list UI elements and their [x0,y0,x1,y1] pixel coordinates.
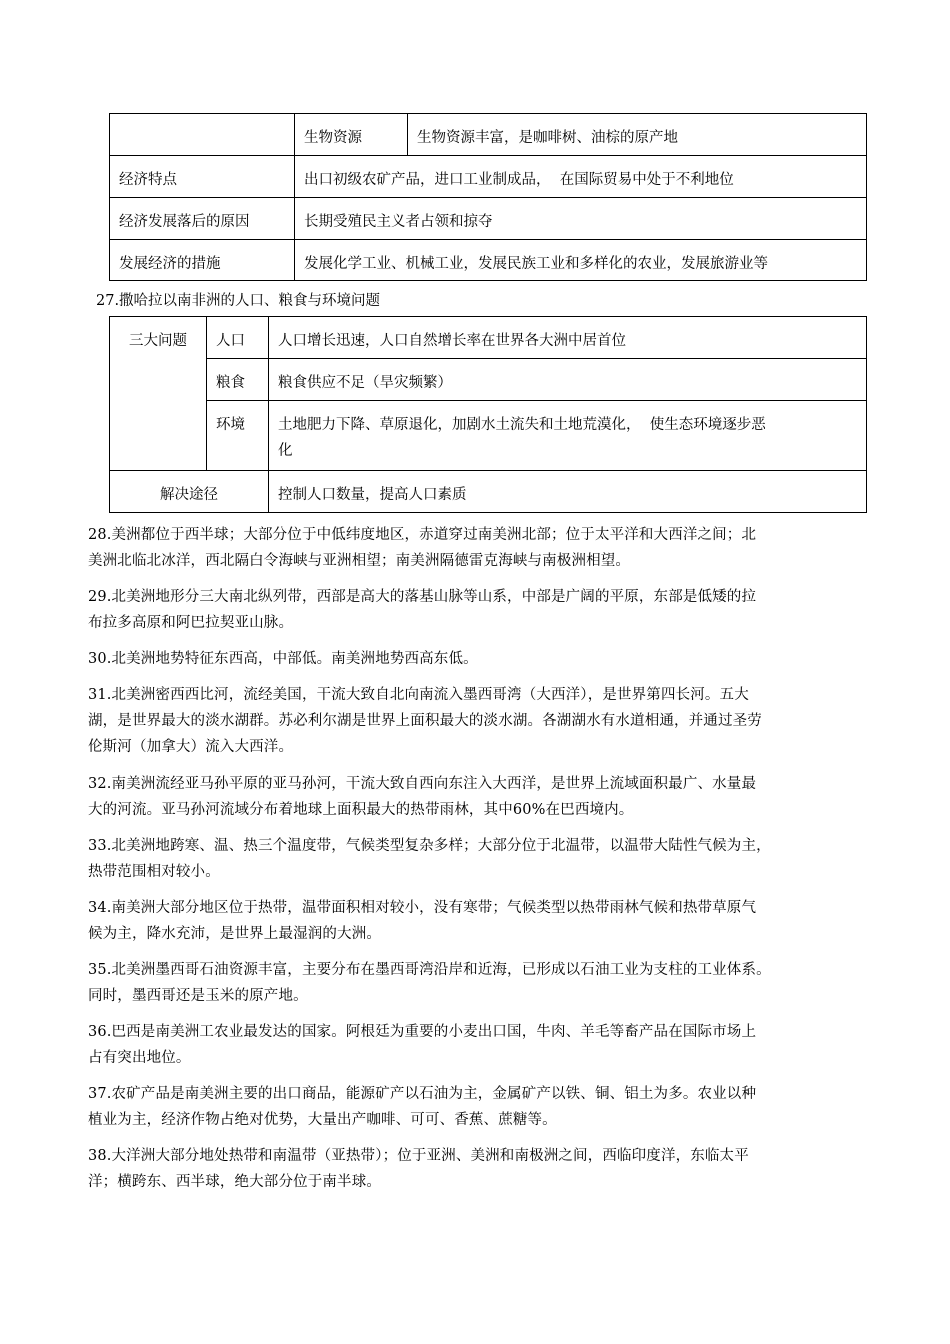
table-cell [269,317,867,359]
table-cell [295,114,408,156]
text-line: 大的河流。亚马孙河流域分布着地球上面积最大的热带雨林，其中60%在巴西境内。 [88,802,634,818]
text-line: 29.北美洲地形分三大南北纵列带，西部是高大的落基山脉等山系，中部是广阔的平原，东部是低矮的拉 [88,589,757,605]
table-cell [295,198,867,240]
row-value: 长期受殖民主义者占领和掠夺 [304,214,493,230]
table-row [110,471,867,513]
table-row [110,240,867,281]
paragraph-38 [88,1143,888,1195]
paragraph-33 [88,833,888,885]
row-value [269,401,866,464]
value-line: 土地肥力下降、草原退化，加剧水土流失和土地荒漠化， 使生态环境逐步恶 [278,417,766,433]
table-cell [269,401,867,471]
text-line: 湖，是世界最大的淡水湖群。苏必利尔湖是世界上面积最大的淡水湖。各湖湖水有水道相通，并通过圣劳 [88,713,762,729]
text-line: 36.巴西是南美洲工农业最发达的国家。阿根廷为重要的小麦出口国，牛肉、羊毛等畜产品在国际市场上 [88,1024,757,1040]
text-line: 洋；横跨东、西半球，绝大部分位于南半球。 [88,1174,381,1190]
text-line: 同时，墨西哥还是玉米的原产地。 [88,988,308,1004]
table-row [110,156,867,198]
text-line: 31.北美洲密西西比河，流经美国，干流大致自北向南流入墨西哥湾（大西洋），是世界第四长河。五大 [88,687,749,703]
paragraph-31 [88,682,888,760]
table-row [110,198,867,240]
table-cell [207,401,269,471]
text-line: 28.美洲都位于西半球；大部分位于中低纬度地区，赤道穿过南美洲北部；位于太平洋和大西洋之间；北 [88,527,757,543]
text-line: 38.大洋洲大部分地处热带和南温带（亚热带）；位于亚洲、美洲和南极洲之间，西临印度洋，东临太平 [88,1148,749,1164]
row-label: 人口 [216,333,245,349]
paragraph-30 [88,646,888,672]
table-cell [110,114,295,156]
text-line: 伦斯河（加拿大）流入大西洋。 [88,739,294,755]
paragraph-29 [88,584,888,636]
table-row [110,359,867,401]
row-label: 发展经济的措施 [119,256,221,272]
table-row [110,401,867,471]
table-cell [110,240,295,281]
text-line: 37.农矿产品是南美洲主要的出口商品，能源矿产以石油为主，金属矿产以铁、铜、铝土为多。农业以种 [88,1086,757,1102]
row-value: 控制人口数量，提高人口素质 [278,487,467,503]
row-value: 粮食供应不足（旱灾频繁） [278,375,452,391]
value-line: 化 [278,443,293,459]
table-cell [110,156,295,198]
paragraph-34 [88,895,888,947]
text-line: 30.北美洲地势特征东西高，中部低。南美洲地势西高东低。 [88,651,478,667]
row-label: 粮食 [216,375,245,391]
text-line: 35.北美洲墨西哥石油资源丰富，主要分布在墨西哥湾沿岸和近海，已形成以石油工业为支柱的工业体系。 [88,962,771,978]
table-cell [207,359,269,401]
table-row [110,317,867,359]
text-line: 占有突出地位。 [88,1050,191,1066]
table-cell [110,317,207,471]
text-line: 植业为主，经济作物占绝对优势，大量出产咖啡、可可、香蕉、蔗糖等。 [88,1112,557,1128]
text-line: 美洲北临北冰洋，西北隔白令海峡与亚洲相望；南美洲隔德雷克海峡与南极洲相望。 [88,553,631,569]
table-cell [110,471,269,513]
paragraph-28 [88,522,888,574]
row-value: 人口增长迅速，人口自然增长率在世界各大洲中居首位 [278,333,626,349]
row-label: 经济发展落后的原因 [119,214,250,230]
section-heading: 27.撒哈拉以南非洲的人口、粮食与环境问题 [96,293,381,309]
text-line: 候为主，降水充沛，是世界上最湿润的大洲。 [88,926,381,942]
table-cell [408,114,867,156]
paragraph-37 [88,1081,888,1133]
row-value: 发展化学工业、机械工业，发展民族工业和多样化的农业，发展旅游业等 [304,256,768,272]
row-label: 环境 [216,417,245,433]
paragraph-35 [88,957,888,1009]
group-label: 三大问题 [129,333,187,349]
table-cell [295,156,867,198]
text-line: 布拉多高原和阿巴拉契亚山脉。 [88,615,294,631]
text-line: 33.北美洲地跨寒、温、热三个温度带，气候类型复杂多样；大部分位于北温带，以温带大陆性气候为主， [88,838,771,854]
table-row [110,114,867,156]
row-label: 经济特点 [119,172,177,188]
table-cell [269,359,867,401]
paragraph-36 [88,1019,888,1071]
text-line: 32.南美洲流经亚马孙平原的亚马孙河，干流大致自西向东注入大西洋，是世界上流域面积最广、水量最 [88,776,757,792]
table-cell [269,471,867,513]
sub-saharan-problems-table [109,316,867,513]
text-line: 热带范围相对较小。 [88,864,220,880]
africa-economy-table [109,113,867,281]
table-cell [110,198,295,240]
table-cell [207,317,269,359]
row-value: 生物资源丰富，是咖啡树、油棕的原产地 [417,130,678,146]
text-line: 34.南美洲大部分地区位于热带，温带面积相对较小，没有寒带；气候类型以热带雨林气候和热带草原气 [88,900,757,916]
row-label: 解决途径 [160,487,218,503]
table-cell [295,240,867,281]
paragraph-32 [88,771,888,823]
row-value: 出口初级农矿产品，进口工业制成品， 在国际贸易中处于不利地位 [304,172,734,188]
row-label: 生物资源 [304,130,362,146]
